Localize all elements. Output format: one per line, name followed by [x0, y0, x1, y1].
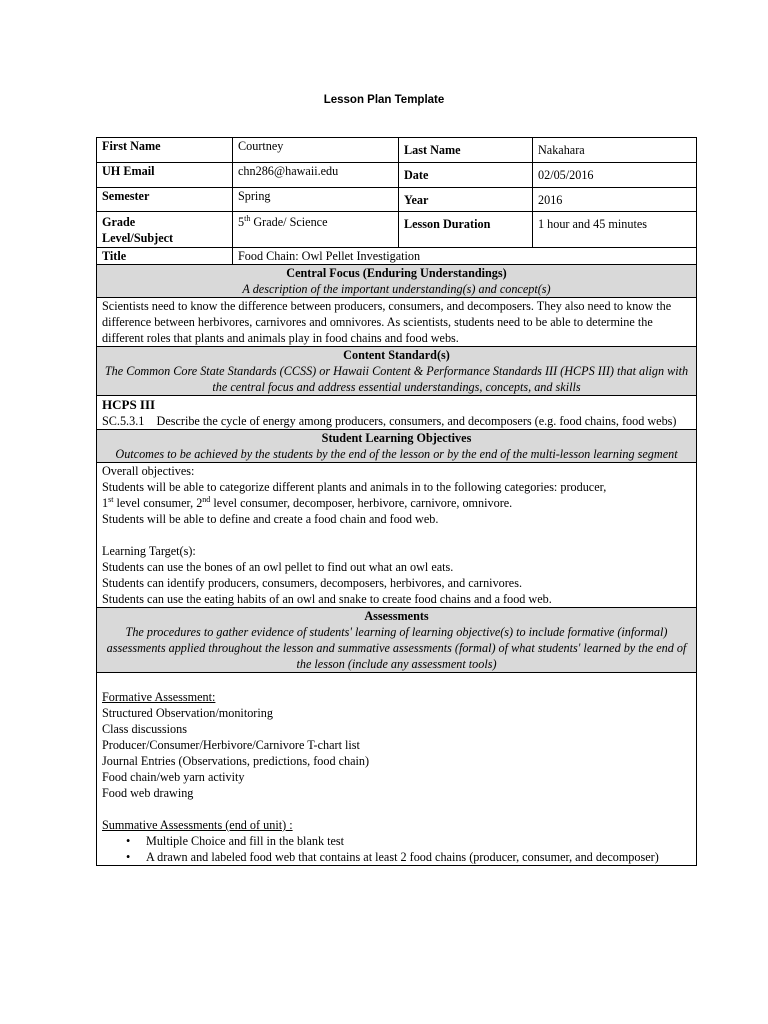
- summative-item: • A drawn and labeled food web that contains at least 2 food chains (producer, consumer, and decomposer): [102, 849, 691, 865]
- summative-label: Summative Assessments (end of unit) :: [102, 818, 293, 832]
- learning-target-2: Students can identify producers, consumers, decomposers, herbivores, and carnivores.: [102, 576, 523, 590]
- last-name-value: Nakahara: [533, 138, 697, 163]
- year-value: 2016: [533, 188, 697, 212]
- date-label: Date: [399, 163, 533, 188]
- objectives-heading: Student Learning Objectives: [321, 431, 472, 445]
- grade-label-line-2: Level/Subject: [102, 231, 174, 245]
- central-focus-heading: Central Focus (Enduring Understandings): [286, 266, 507, 280]
- assessments-body-row: [97, 673, 697, 866]
- spacer: [102, 673, 691, 689]
- objectives-header: [97, 430, 697, 463]
- central-focus-header-row: [97, 265, 697, 298]
- content-standard-heading: Content Standard(s): [343, 348, 450, 362]
- learning-targets-label: Learning Target(s):: [102, 544, 196, 558]
- content-standard-body-row: [97, 396, 697, 430]
- summative-item: • Multiple Choice and fill in the blank test: [102, 833, 691, 849]
- semester-value: Spring: [233, 188, 399, 212]
- formative-item: Class discussions: [102, 722, 187, 736]
- semester-label: Semester: [97, 188, 233, 212]
- email-label: UH Email: [97, 163, 233, 188]
- row-grade: [97, 212, 697, 248]
- central-focus-subheading: A description of the important understanding(s) and concept(s): [242, 282, 551, 296]
- objectives-header-row: [97, 430, 697, 463]
- grade-label-line-1: Grade: [102, 215, 136, 229]
- standard-description: Describe the cycle of energy among producers, consumers, and decomposers (e.g. food chains, food webs): [156, 414, 677, 428]
- first-name-label: First Name: [97, 138, 233, 163]
- row-semester: [97, 188, 697, 212]
- formative-item: Food web drawing: [102, 786, 194, 800]
- grade-label: [97, 212, 233, 248]
- formative-item: Producer/Consumer/Herbivore/Carnivore T-chart list: [102, 738, 360, 752]
- lesson-plan-table: [96, 137, 697, 866]
- overall-objectives-label: Overall objectives:: [102, 464, 195, 478]
- assessments-header-row: [97, 608, 697, 673]
- row-email: [97, 163, 697, 188]
- duration-value: 1 hour and 45 minutes: [533, 212, 697, 248]
- first-name-value: Courtney: [233, 138, 399, 163]
- row-name: [97, 138, 697, 163]
- overall-objective-3: Students will be able to define and create a food chain and food web.: [102, 512, 439, 526]
- standard-code: SC.5.3.1: [102, 414, 145, 428]
- page-title: Lesson Plan Template: [323, 94, 445, 106]
- formative-item: Journal Entries (Observations, predictions, food chain): [102, 754, 370, 768]
- central-focus-body: Scientists need to know the difference between producers, consumers, and decomposers. They also need to know the difference between herbivores, carnivores and omnivores. As scientists, students need to be able to determine the different roles that plants and animals play in food chains and food webs.: [97, 298, 697, 347]
- assessments-heading: Assessments: [364, 609, 429, 623]
- objectives-body-row: [97, 463, 697, 608]
- central-focus-header: [97, 265, 697, 298]
- title-label: Title: [97, 248, 233, 265]
- formative-item: Structured Observation/monitoring: [102, 706, 273, 720]
- row-title: [97, 248, 697, 265]
- duration-label: Lesson Duration: [399, 212, 533, 248]
- date-value: 02/05/2016: [533, 163, 697, 188]
- learning-target-1: Students can use the bones of an owl pellet to find out what an owl eats.: [102, 560, 454, 574]
- central-focus-body-row: [97, 298, 697, 347]
- formative-label: Formative Assessment:: [102, 690, 216, 704]
- spacer: [102, 527, 691, 543]
- assessments-header: [97, 608, 697, 673]
- title-value: Food Chain: Owl Pellet Investigation: [233, 248, 697, 265]
- overall-objective-1: Students will be able to categorize different plants and animals in to the following categories: producer,: [102, 480, 607, 494]
- content-standard-header-row: [97, 347, 697, 396]
- assessments-body: [97, 673, 697, 866]
- summative-list: [102, 833, 691, 865]
- learning-target-3: Students can use the eating habits of an owl and snake to create food chains and a food web.: [102, 592, 552, 606]
- overall-objective-2: 1st level consumer, 2nd level consumer, decomposer, herbivore, carnivore, omnivore.: [102, 495, 513, 510]
- assessments-subheading: The procedures to gather evidence of students' learning of learning objective(s) to include formative (informal) assessments applied throughout the lesson and summative assessments (formal) of what students' learned by the end of the lesson (include any assessment tools): [106, 625, 687, 671]
- grade-value: 5th Grade/ Science: [233, 212, 399, 248]
- last-name-label: Last Name: [399, 138, 533, 163]
- content-standard-subheading: The Common Core State Standards (CCSS) or Hawaii Content & Performance Standards III (HCPS III) that align with the central focus and address essential understandings, concepts, and skills: [104, 364, 689, 394]
- year-label: Year: [399, 188, 533, 212]
- objectives-body: [97, 463, 697, 608]
- content-standard-header: [97, 347, 697, 396]
- objectives-subheading: Outcomes to be achieved by the students by the end of the lesson or by the end of the multi-lesson learning segment: [115, 447, 678, 461]
- hcps-label: HCPS III: [102, 397, 156, 412]
- formative-item: Food chain/web yarn activity: [102, 770, 245, 784]
- email-value: chn286@hawaii.edu: [233, 163, 399, 188]
- content-standard-body: [97, 396, 697, 430]
- spacer: [102, 801, 691, 817]
